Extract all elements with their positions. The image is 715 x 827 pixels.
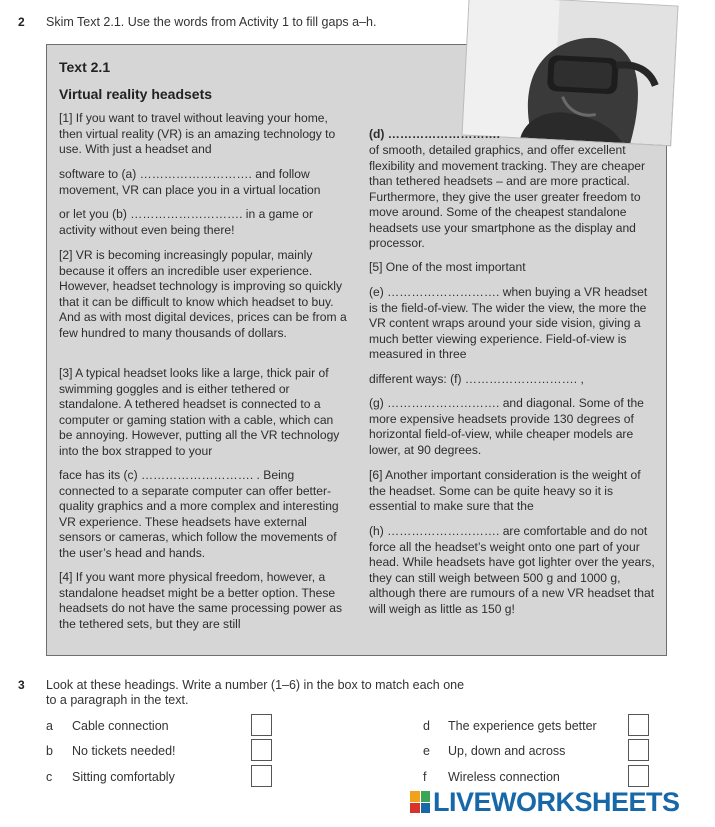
- item-letter-e: e: [423, 744, 430, 758]
- answer-box-c[interactable]: [251, 765, 272, 787]
- activity-3-instruction-line-1: Look at these headings. Write a number (1–6) in the box to match each one: [46, 678, 465, 692]
- liveworksheets-logo: [410, 788, 680, 816]
- answer-box-a[interactable]: [251, 714, 272, 736]
- liveworksheets-icon: [410, 791, 430, 813]
- paragraph-4-gap-d: (d) ……………………….: [369, 127, 501, 141]
- paragraph-4-continued: of smooth, detailed graphics, and offer excellent flexibility and movement tracking. They are cheaper than tethered headsets – and are more practical. Furthermore, they give the user greater freedom to move around. Some of the cheapest standalone headsets use your smartphone as the display and processor.: [369, 143, 646, 250]
- vr-person-illustration: [463, 0, 678, 145]
- item-heading-b: No tickets needed!: [72, 744, 176, 758]
- paragraph-6b: (h) ………………………. are comfortable and do not force all the headset’s weight onto one part of your head. While headsets have got lighter over the years, they can still weigh between 500 g and 1000 g, although there are rumours of a new VR headset that will weigh as little as 150 g!: [369, 524, 655, 616]
- paragraph-3a: [3] A typical headset looks like a large, thick pair of swimming goggles and is either tethered or standalone. A tethered headset is connected to a computer or gaming station with a cable, which can be annoying. However, putting all the VR technology into the box strapped to your: [59, 366, 340, 458]
- activity-3-instruction-line-2: to a paragraph in the text.: [46, 693, 189, 707]
- answer-box-d[interactable]: [628, 714, 649, 736]
- paragraph-1c: or let you (b) ………………………. in a game or activity without even being there!: [59, 207, 314, 237]
- paragraph-1a: [1] If you want to travel without leaving your home, then virtual reality (VR) is an amazing technology to use. With just a headset and: [59, 111, 336, 156]
- item-heading-e: Up, down and across: [448, 744, 566, 758]
- paragraph-5d: (g) ………………………. and diagonal. Some of the more expensive headsets provide 130 degrees of horizontal field-of-view, while cheaper models are lower, at 90 degrees.: [369, 396, 644, 457]
- activity-2-number: 2: [18, 15, 25, 29]
- activity-2-instruction: Skim Text 2.1. Use the words from Activity 1 to fill gaps a–h.: [46, 15, 377, 29]
- paragraph-5a: [5] One of the most important: [369, 260, 526, 274]
- vr-headset-photo: [461, 0, 678, 146]
- paragraph-5c: different ways: (f) ………………………. ,: [369, 372, 584, 386]
- liveworksheets-wordmark: LIVEWORKSHEETS: [433, 786, 680, 817]
- item-letter-b: b: [46, 744, 53, 758]
- item-heading-f: Wireless connection: [448, 770, 560, 784]
- paragraph-3b: face has its (c) ………………………. . Being connected to a separate computer can offer better-quality graphics and a more complex and interesting VR experience. These headsets have external sensors or cameras, which follow the movements of the user’s head and hands.: [59, 468, 339, 560]
- item-letter-c: c: [46, 770, 53, 784]
- text-title: Text 2.1: [59, 59, 111, 75]
- item-heading-c: Sitting comfortably: [72, 770, 175, 784]
- text-subtitle: Virtual reality headsets: [59, 86, 213, 102]
- paragraph-4: [4] If you want more physical freedom, however, a standalone headset might be a better option. These headsets do not have the same processing power as the tethered sets, but they are still: [59, 570, 343, 631]
- item-letter-f: f: [423, 770, 427, 784]
- paragraph-5b: (e) ………………………. when buying a VR headset is the field-of-view. The wider the view, the more the VR content wraps around your side vision, giving a much better viewing experience. Field-of-view is measured in three: [369, 285, 648, 361]
- item-heading-a: Cable connection: [72, 719, 169, 733]
- answer-box-e[interactable]: [628, 739, 649, 761]
- item-heading-d: The experience gets better: [448, 719, 597, 733]
- answer-box-b[interactable]: [251, 739, 272, 761]
- item-letter-d: d: [423, 719, 430, 733]
- answer-box-f[interactable]: [628, 765, 649, 787]
- item-letter-a: a: [46, 719, 53, 733]
- activity-3-number: 3: [18, 678, 25, 692]
- paragraph-2: [2] VR is becoming increasingly popular, mainly because it offers an incredible user experience. However, headset technology is improving so quickly that it can be difficult to know which headset to buy. And as with most digital devices, prices can be from a few hundred to many thousands of dollars.: [59, 248, 347, 340]
- paragraph-1b: software to (a) ………………………. and follow movement, VR can place you in a virtual location: [59, 167, 321, 197]
- paragraph-6a: [6] Another important consideration is the weight of the headset. Some can be quite heavy so it is essential to make sure that the: [369, 468, 641, 513]
